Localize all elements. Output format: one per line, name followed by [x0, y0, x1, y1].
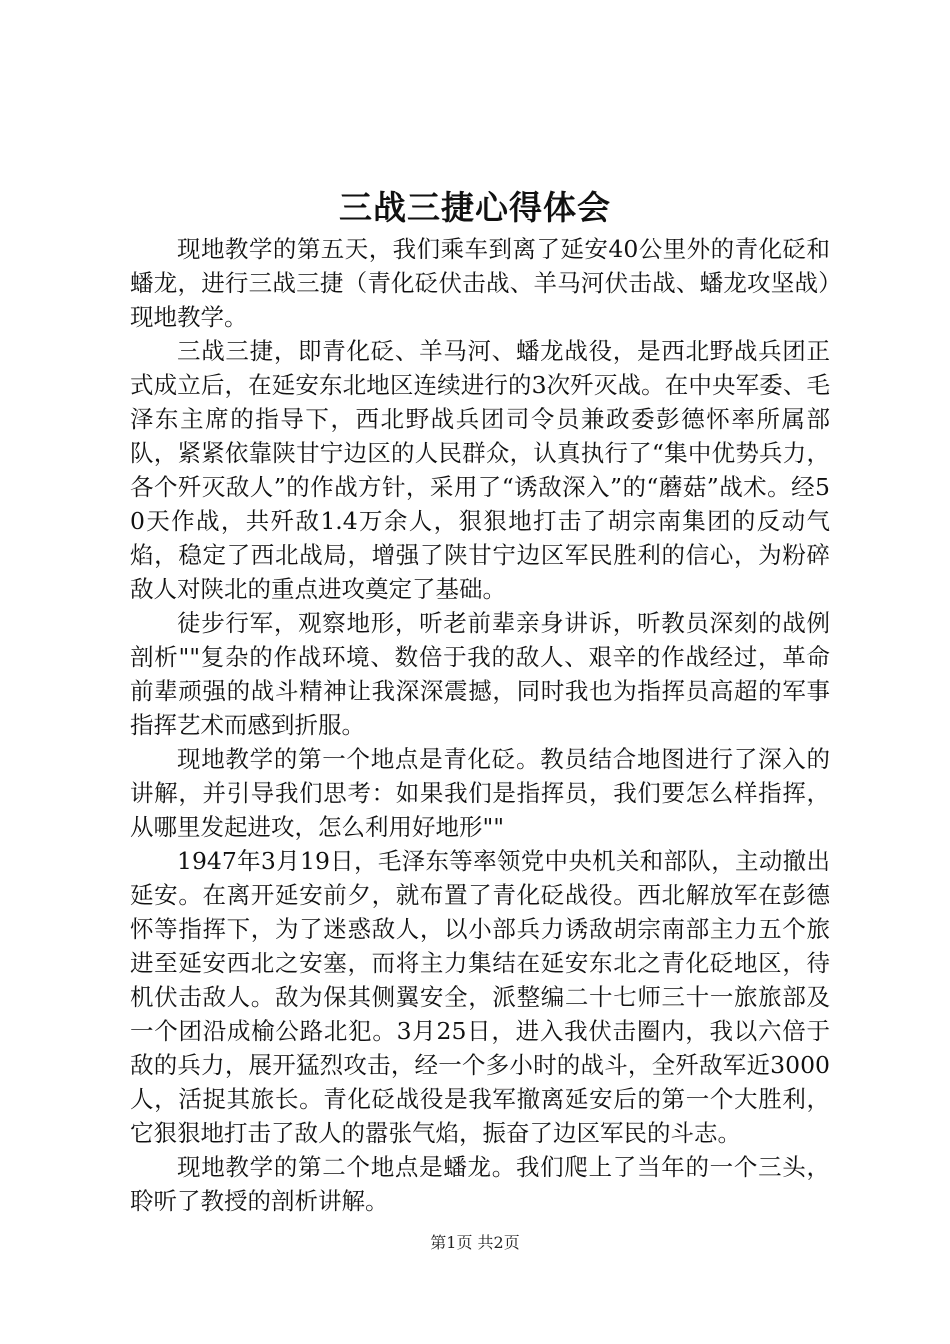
page-footer: 第1页 共2页 [430, 1233, 520, 1252]
paragraph-1: 现地教学的第五天，我们乘车到离了延安40公里外的青化砭和蟠龙，进行三战三捷（青化砭伏击战、羊马河伏击战、蟠龙攻坚战）现地教学。 [130, 235, 830, 331]
paragraph-3: 徒步行军，观察地形，听老前辈亲身讲诉，听教员深刻的战例剖析""复杂的作战环境、数倍于我的敌人、艰辛的作战经过，革命前辈顽强的战斗精神让我深深震撼，同时我也为指挥员高超的军事指挥艺术而感到折服。 [130, 609, 830, 739]
paragraph-4: 现地教学的第一个地点是青化砭。教员结合地图进行了深入的讲解，并引导我们思考：如果我们是指挥员，我们要怎么样指挥，从哪里发起进攻，怎么利用好地形"" [130, 745, 830, 841]
document-title: 三战三捷心得体会 [339, 188, 611, 227]
paragraph-5: 1947年3月19日，毛泽东等率领党中央机关和部队，主动撤出延安。在离开延安前夕，就布置了青化砭战役。西北解放军在彭德怀等指挥下，为了迷惑敌人，以小部兵力诱敌胡宗南部主力五个旅进至延安西北之安塞，而将主力集结在延安东北之青化砭地区，待机伏击敌人。敌为保其侧翼安全，派整编二十七师三十一旅旅部及一个团沿成榆公路北犯。3月25日，进入我伏击圈内，我以六倍于敌的兵力，展开猛烈攻击，经一个多小时的战斗，全歼敌军近3000人，活捉其旅长。青化砭战役是我军撤离延安后的第一个大胜利，它狠狠地打击了敌人的嚣张气焰，振奋了边区军民的斗志。 [130, 847, 830, 1147]
document-body [130, 232, 830, 1218]
paragraph-6: 现地教学的第二个地点是蟠龙。我们爬上了当年的一个三头，聆听了教授的剖析讲解。 [130, 1153, 830, 1215]
paragraph-2: 三战三捷，即青化砭、羊马河、蟠龙战役，是西北野战兵团正式成立后，在延安东北地区连续进行的3次歼灭战。在中央军委、毛泽东主席的指导下，西北野战兵团司令员兼政委彭德怀率所属部队，紧紧依靠陕甘宁边区的人民群众，认真执行了“集中优势兵力，各个歼灭敌人”的作战方针，采用了“诱敌深入”的“蘑菇”战术。经50天作战，共歼敌1.4万余人，狠狠地打击了胡宗南集团的反动气焰，稳定了西北战局，增强了陕甘宁边区军民胜利的信心，为粉碎敌人对陕北的重点进攻奠定了基础。 [130, 337, 830, 603]
